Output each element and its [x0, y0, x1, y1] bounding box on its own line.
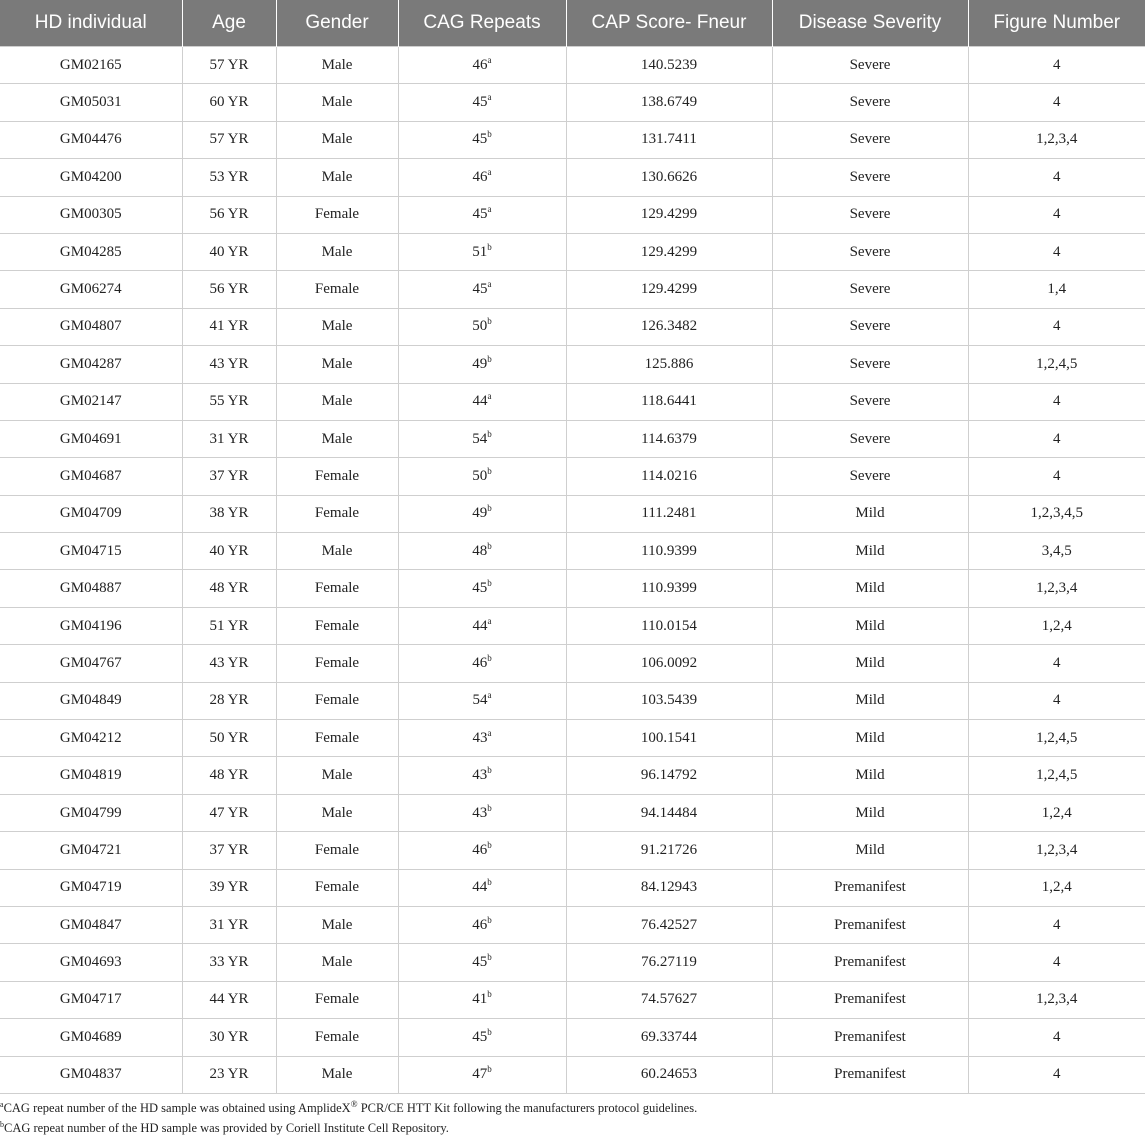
cell-cag-repeats: [398, 757, 566, 794]
cag-value: 45: [472, 1028, 488, 1045]
cell-figure-number: 4: [968, 1056, 1145, 1093]
cell-cap-score: 129.4299: [566, 233, 772, 270]
cag-value: 49: [472, 505, 488, 522]
cell-hd-individual: GM04196: [0, 607, 182, 644]
cell-cag-repeats: [398, 47, 566, 84]
header-disease-severity: Disease Severity: [772, 0, 968, 47]
cell-age: 50 YR: [182, 720, 276, 757]
cag-footnote-marker: b: [487, 465, 492, 476]
cell-age: 60 YR: [182, 84, 276, 121]
cell-cag-repeats: [398, 383, 566, 420]
table-row: [0, 308, 1145, 345]
cell-cap-score: 125.886: [566, 346, 772, 383]
cell-age: 30 YR: [182, 1019, 276, 1056]
cell-hd-individual: GM04709: [0, 495, 182, 532]
registered-mark: ®: [350, 1098, 358, 1109]
cell-figure-number: 1,2,4,5: [968, 720, 1145, 757]
cell-figure-number: 1,4: [968, 271, 1145, 308]
cell-hd-individual: GM04721: [0, 832, 182, 869]
cag-value: 54: [472, 430, 488, 447]
table-row: [0, 159, 1145, 196]
cell-cap-score: 76.27119: [566, 944, 772, 981]
table-row: [0, 346, 1145, 383]
cell-cag-repeats: [398, 533, 566, 570]
table-row: [0, 645, 1145, 682]
table-row: [0, 495, 1145, 532]
cell-cag-repeats: [398, 607, 566, 644]
table-row: [0, 84, 1145, 121]
cag-value: 45: [472, 206, 488, 223]
cag-value: 51: [472, 243, 488, 260]
cag-value: 43: [472, 767, 488, 784]
cell-hd-individual: GM02147: [0, 383, 182, 420]
table-row: [0, 720, 1145, 757]
cell-cag-repeats: [398, 121, 566, 158]
cell-gender: Male: [276, 346, 398, 383]
header-figure-number: Figure Number: [968, 0, 1145, 47]
cell-gender: Male: [276, 308, 398, 345]
cag-footnote-marker: b: [487, 839, 492, 850]
cag-footnote-marker: a: [487, 279, 492, 290]
cell-cag-repeats: [398, 645, 566, 682]
cag-footnote-marker: a: [487, 166, 492, 177]
cell-cap-score: 129.4299: [566, 271, 772, 308]
cell-age: 48 YR: [182, 570, 276, 607]
cell-age: 43 YR: [182, 645, 276, 682]
cell-hd-individual: GM04847: [0, 906, 182, 943]
cag-value: 54: [472, 692, 488, 709]
cell-disease-severity: Mild: [772, 645, 968, 682]
cell-age: 33 YR: [182, 944, 276, 981]
table-row: [0, 1056, 1145, 1093]
cag-footnote-marker: b: [487, 989, 492, 1000]
cell-figure-number: 1,2,3,4: [968, 570, 1145, 607]
cell-cag-repeats: [398, 159, 566, 196]
cell-gender: Female: [276, 981, 398, 1018]
cag-value: 44: [472, 879, 488, 896]
cell-gender: Male: [276, 1056, 398, 1093]
cell-age: 53 YR: [182, 159, 276, 196]
cell-cag-repeats: [398, 944, 566, 981]
cell-cag-repeats: [398, 308, 566, 345]
cell-hd-individual: GM04693: [0, 944, 182, 981]
cell-age: 39 YR: [182, 869, 276, 906]
cell-cag-repeats: [398, 196, 566, 233]
table-row: [0, 533, 1145, 570]
cell-disease-severity: Mild: [772, 607, 968, 644]
cell-gender: Male: [276, 533, 398, 570]
table-row: [0, 196, 1145, 233]
cell-hd-individual: GM04819: [0, 757, 182, 794]
cell-age: 28 YR: [182, 682, 276, 719]
cell-cag-repeats: [398, 1019, 566, 1056]
cell-age: 57 YR: [182, 47, 276, 84]
cell-disease-severity: Mild: [772, 720, 968, 757]
cell-hd-individual: GM04285: [0, 233, 182, 270]
cell-disease-severity: Severe: [772, 420, 968, 457]
footnote-a-text-after: PCR/CE HTT Kit following the manufacturers protocol guidelines.: [357, 1101, 698, 1115]
header-cag-repeats: CAG Repeats: [398, 0, 566, 47]
cell-cap-score: 110.9399: [566, 570, 772, 607]
table-row: [0, 458, 1145, 495]
cell-cap-score: 103.5439: [566, 682, 772, 719]
cell-cag-repeats: [398, 1056, 566, 1093]
cell-gender: Female: [276, 869, 398, 906]
table-row: [0, 121, 1145, 158]
cell-age: 41 YR: [182, 308, 276, 345]
cell-gender: Male: [276, 420, 398, 457]
cell-figure-number: 1,2,4: [968, 607, 1145, 644]
cell-age: 57 YR: [182, 121, 276, 158]
cell-hd-individual: GM04287: [0, 346, 182, 383]
cag-footnote-marker: b: [487, 914, 492, 925]
cell-gender: Male: [276, 794, 398, 831]
cell-figure-number: 4: [968, 682, 1145, 719]
cell-gender: Male: [276, 121, 398, 158]
header-age: Age: [182, 0, 276, 47]
cell-disease-severity: Premanifest: [772, 1019, 968, 1056]
cell-cap-score: 138.6749: [566, 84, 772, 121]
cell-gender: Male: [276, 944, 398, 981]
cell-disease-severity: Mild: [772, 533, 968, 570]
cell-age: 37 YR: [182, 458, 276, 495]
cag-value: 44: [472, 393, 488, 410]
footnote-b-text: CAG repeat number of the HD sample was provided by Coriell Institute Cell Repository.: [4, 1121, 449, 1135]
table-row: [0, 794, 1145, 831]
cell-age: 31 YR: [182, 420, 276, 457]
cag-footnote-marker: b: [487, 129, 492, 140]
cell-figure-number: 1,2,4: [968, 794, 1145, 831]
cell-cag-repeats: [398, 794, 566, 831]
cag-value: 46: [472, 841, 488, 858]
cell-age: 47 YR: [182, 794, 276, 831]
cell-cap-score: 129.4299: [566, 196, 772, 233]
table-row: [0, 832, 1145, 869]
cell-cag-repeats: [398, 570, 566, 607]
cell-figure-number: 4: [968, 906, 1145, 943]
cell-gender: Female: [276, 495, 398, 532]
cag-footnote-marker: b: [487, 802, 492, 813]
cell-age: 38 YR: [182, 495, 276, 532]
cell-gender: Male: [276, 233, 398, 270]
cag-value: 45: [472, 94, 488, 111]
cell-age: 55 YR: [182, 383, 276, 420]
cell-age: 40 YR: [182, 533, 276, 570]
cag-footnote-marker: a: [487, 690, 492, 701]
cell-figure-number: 1,2,3,4: [968, 832, 1145, 869]
table-footnotes: [0, 1098, 1145, 1138]
cell-gender: Male: [276, 159, 398, 196]
cell-cag-repeats: [398, 271, 566, 308]
cell-cap-score: 69.33744: [566, 1019, 772, 1056]
table-row: [0, 420, 1145, 457]
cell-gender: Female: [276, 720, 398, 757]
table-row: [0, 233, 1145, 270]
cag-value: 44: [472, 617, 488, 634]
table-row: [0, 869, 1145, 906]
cell-age: 37 YR: [182, 832, 276, 869]
cell-disease-severity: Severe: [772, 84, 968, 121]
cell-figure-number: 4: [968, 47, 1145, 84]
cell-cap-score: 84.12943: [566, 869, 772, 906]
header-cap-score: CAP Score- Fneur: [566, 0, 772, 47]
cell-age: 31 YR: [182, 906, 276, 943]
cell-gender: Female: [276, 196, 398, 233]
cell-cap-score: 91.21726: [566, 832, 772, 869]
cell-cap-score: 76.42527: [566, 906, 772, 943]
cell-age: 40 YR: [182, 233, 276, 270]
cag-footnote-marker: b: [487, 428, 492, 439]
cag-footnote-marker: b: [487, 765, 492, 776]
table-row: [0, 607, 1145, 644]
cell-hd-individual: GM04837: [0, 1056, 182, 1093]
table-row: [0, 981, 1145, 1018]
cag-footnote-marker: a: [487, 92, 492, 103]
cell-disease-severity: Mild: [772, 682, 968, 719]
cell-hd-individual: GM04715: [0, 533, 182, 570]
cell-cap-score: 96.14792: [566, 757, 772, 794]
cell-figure-number: 4: [968, 458, 1145, 495]
cell-disease-severity: Severe: [772, 159, 968, 196]
table-row: [0, 944, 1145, 981]
cell-gender: Female: [276, 607, 398, 644]
cell-figure-number: 4: [968, 944, 1145, 981]
cell-hd-individual: GM04767: [0, 645, 182, 682]
cell-gender: Female: [276, 271, 398, 308]
cell-gender: Female: [276, 682, 398, 719]
cell-cag-repeats: [398, 682, 566, 719]
cell-cag-repeats: [398, 420, 566, 457]
cell-gender: Male: [276, 84, 398, 121]
cell-disease-severity: Severe: [772, 196, 968, 233]
cell-gender: Female: [276, 832, 398, 869]
table-header-row: [0, 0, 1145, 47]
table-row: [0, 682, 1145, 719]
cell-gender: Female: [276, 458, 398, 495]
cell-disease-severity: Severe: [772, 383, 968, 420]
cell-hd-individual: GM04687: [0, 458, 182, 495]
cell-cap-score: 114.6379: [566, 420, 772, 457]
cell-age: 51 YR: [182, 607, 276, 644]
cag-footnote-marker: b: [487, 652, 492, 663]
cag-value: 41: [472, 991, 488, 1008]
cell-hd-individual: GM04476: [0, 121, 182, 158]
cell-hd-individual: GM04717: [0, 981, 182, 1018]
cell-cap-score: 118.6441: [566, 383, 772, 420]
cag-footnote-marker: b: [487, 540, 492, 551]
cag-value: 46: [472, 168, 488, 185]
cell-cap-score: 100.1541: [566, 720, 772, 757]
cell-figure-number: 1,2,4: [968, 869, 1145, 906]
table-row: [0, 383, 1145, 420]
cell-hd-individual: GM04799: [0, 794, 182, 831]
cell-hd-individual: GM00305: [0, 196, 182, 233]
cell-cap-score: 110.0154: [566, 607, 772, 644]
cell-gender: Female: [276, 645, 398, 682]
cell-hd-individual: GM04200: [0, 159, 182, 196]
cag-footnote-marker: a: [487, 615, 492, 626]
cell-cap-score: 110.9399: [566, 533, 772, 570]
cell-figure-number: 4: [968, 233, 1145, 270]
table-row: [0, 47, 1145, 84]
cell-hd-individual: GM04849: [0, 682, 182, 719]
cell-cap-score: 94.14484: [566, 794, 772, 831]
cell-cag-repeats: [398, 458, 566, 495]
cell-hd-individual: GM04719: [0, 869, 182, 906]
cell-figure-number: 3,4,5: [968, 533, 1145, 570]
cell-disease-severity: Severe: [772, 233, 968, 270]
cag-value: 50: [472, 467, 488, 484]
table-row: [0, 271, 1145, 308]
cell-cap-score: 74.57627: [566, 981, 772, 1018]
cell-disease-severity: Premanifest: [772, 1056, 968, 1093]
cag-footnote-marker: b: [487, 578, 492, 589]
cell-figure-number: 1,2,4,5: [968, 346, 1145, 383]
cag-value: 46: [472, 654, 488, 671]
cell-cap-score: 114.0216: [566, 458, 772, 495]
cell-hd-individual: GM02165: [0, 47, 182, 84]
cag-value: 43: [472, 804, 488, 821]
header-gender: Gender: [276, 0, 398, 47]
cell-disease-severity: Mild: [772, 832, 968, 869]
cag-footnote-marker: a: [487, 727, 492, 738]
cell-cag-repeats: [398, 495, 566, 532]
cell-hd-individual: GM04887: [0, 570, 182, 607]
cell-cap-score: 131.7411: [566, 121, 772, 158]
cell-figure-number: 4: [968, 420, 1145, 457]
cell-cap-score: 140.5239: [566, 47, 772, 84]
cag-value: 46: [472, 56, 488, 73]
cell-disease-severity: Mild: [772, 757, 968, 794]
cell-gender: Male: [276, 383, 398, 420]
cell-disease-severity: Severe: [772, 271, 968, 308]
cell-cag-repeats: [398, 981, 566, 1018]
cell-figure-number: 4: [968, 196, 1145, 233]
footnote-a: [0, 1098, 1145, 1118]
cag-footnote-marker: b: [487, 877, 492, 888]
cag-footnote-marker: b: [487, 952, 492, 963]
cell-hd-individual: GM06274: [0, 271, 182, 308]
cell-disease-severity: Mild: [772, 570, 968, 607]
cag-value: 47: [472, 1066, 488, 1083]
cell-age: 23 YR: [182, 1056, 276, 1093]
cag-footnote-marker: b: [487, 503, 492, 514]
cell-hd-individual: GM05031: [0, 84, 182, 121]
cag-footnote-marker: a: [487, 391, 492, 402]
table-body: [0, 47, 1145, 1094]
cell-figure-number: 4: [968, 383, 1145, 420]
cag-footnote-marker: a: [487, 54, 492, 65]
cell-cap-score: 130.6626: [566, 159, 772, 196]
cell-age: 48 YR: [182, 757, 276, 794]
cag-value: 43: [472, 729, 488, 746]
cag-value: 45: [472, 580, 488, 597]
cell-disease-severity: Premanifest: [772, 981, 968, 1018]
cell-cap-score: 126.3482: [566, 308, 772, 345]
cell-cag-repeats: [398, 906, 566, 943]
cag-value: 45: [472, 131, 488, 148]
footnote-a-text-before: CAG repeat number of the HD sample was obtained using AmplideX: [3, 1101, 351, 1115]
cell-gender: Female: [276, 570, 398, 607]
cell-age: 56 YR: [182, 196, 276, 233]
footnote-b-marker: b: [0, 1119, 4, 1129]
cag-footnote-marker: b: [487, 353, 492, 364]
cell-disease-severity: Severe: [772, 121, 968, 158]
cell-figure-number: 1,2,3,4,5: [968, 495, 1145, 532]
cell-gender: Male: [276, 906, 398, 943]
cag-footnote-marker: b: [487, 1026, 492, 1037]
cell-gender: Male: [276, 47, 398, 84]
table-row: [0, 570, 1145, 607]
cell-cap-score: 106.0092: [566, 645, 772, 682]
cag-footnote-marker: b: [487, 316, 492, 327]
cag-footnote-marker: a: [487, 204, 492, 215]
cell-figure-number: 1,2,3,4: [968, 121, 1145, 158]
footnote-b: [0, 1118, 1145, 1138]
cell-hd-individual: GM04689: [0, 1019, 182, 1056]
cell-figure-number: 4: [968, 645, 1145, 682]
footnote-a-marker: a: [0, 1099, 4, 1109]
cell-hd-individual: GM04807: [0, 308, 182, 345]
cell-cag-repeats: [398, 346, 566, 383]
cag-value: 48: [472, 542, 488, 559]
cell-cap-score: 111.2481: [566, 495, 772, 532]
cell-gender: Female: [276, 1019, 398, 1056]
cell-disease-severity: Mild: [772, 794, 968, 831]
cell-hd-individual: GM04212: [0, 720, 182, 757]
cell-age: 44 YR: [182, 981, 276, 1018]
cell-disease-severity: Premanifest: [772, 906, 968, 943]
cell-disease-severity: Mild: [772, 495, 968, 532]
cell-figure-number: 4: [968, 308, 1145, 345]
cag-value: 46: [472, 916, 488, 933]
cell-disease-severity: Severe: [772, 346, 968, 383]
cell-disease-severity: Premanifest: [772, 944, 968, 981]
table-row: [0, 757, 1145, 794]
cell-figure-number: 1,2,4,5: [968, 757, 1145, 794]
cag-value: 49: [472, 355, 488, 372]
cell-cag-repeats: [398, 832, 566, 869]
cag-value: 45: [472, 954, 488, 971]
cag-footnote-marker: b: [487, 241, 492, 252]
cell-cag-repeats: [398, 84, 566, 121]
cell-age: 43 YR: [182, 346, 276, 383]
cell-cag-repeats: [398, 869, 566, 906]
cag-value: 50: [472, 318, 488, 335]
table-row: [0, 1019, 1145, 1056]
cell-disease-severity: Severe: [772, 308, 968, 345]
cell-figure-number: 1,2,3,4: [968, 981, 1145, 1018]
cell-cag-repeats: [398, 233, 566, 270]
cell-cap-score: 60.24653: [566, 1056, 772, 1093]
cell-disease-severity: Severe: [772, 458, 968, 495]
cell-figure-number: 4: [968, 84, 1145, 121]
table-row: [0, 906, 1145, 943]
cell-gender: Male: [276, 757, 398, 794]
cag-value: 45: [472, 281, 488, 298]
cell-hd-individual: GM04691: [0, 420, 182, 457]
cell-disease-severity: Severe: [772, 47, 968, 84]
cell-figure-number: 4: [968, 1019, 1145, 1056]
cell-cag-repeats: [398, 720, 566, 757]
cell-figure-number: 4: [968, 159, 1145, 196]
cell-disease-severity: Premanifest: [772, 869, 968, 906]
header-hd-individual: HD individual: [0, 0, 182, 47]
cag-footnote-marker: b: [487, 1064, 492, 1075]
cell-age: 56 YR: [182, 271, 276, 308]
